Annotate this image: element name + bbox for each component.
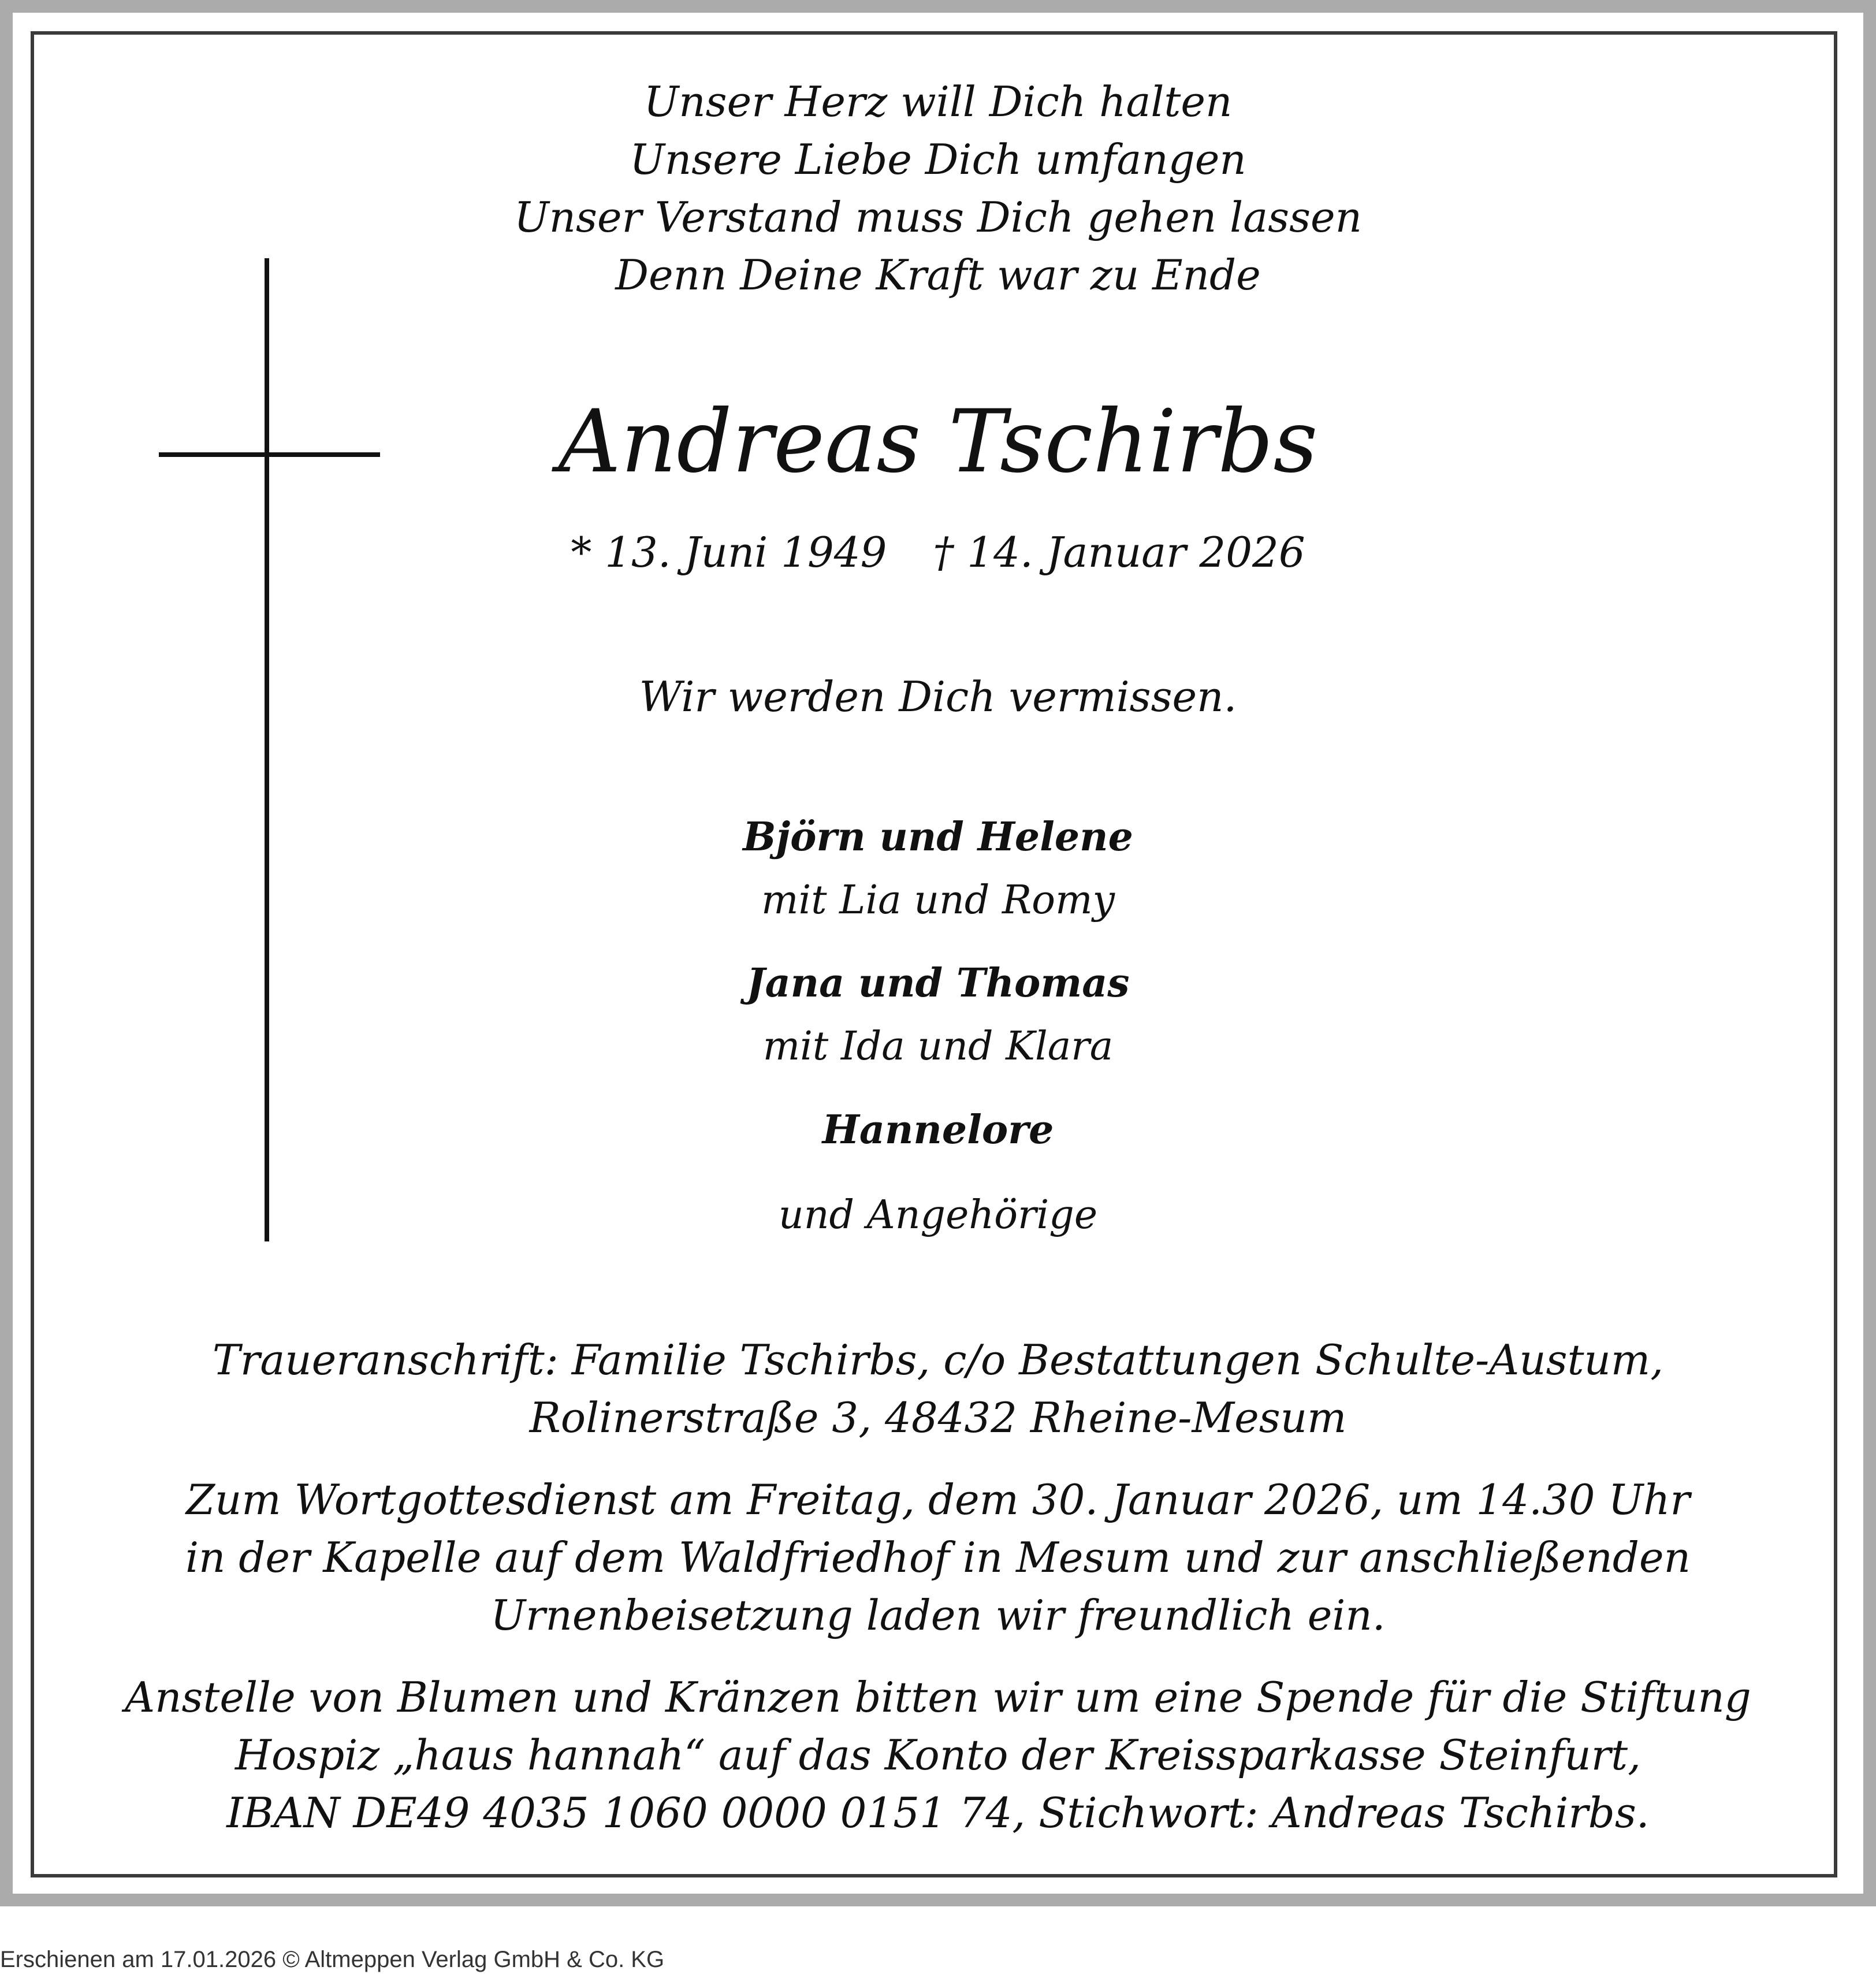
mourner-names-3: Hannelore (822, 1107, 1054, 1153)
donation-line-2: Hospiz „haus hannah“ auf das Konto der Kreissparkasse Steinfurt, (235, 1731, 1641, 1779)
service-line-1: Zum Wortgottesdienst am Freitag, dem 30. Januar 2026, um 14.30 Uhr (186, 1475, 1690, 1524)
service-line-3: Urnenbeisetzung laden wir freundlich ein. (490, 1591, 1386, 1639)
mourner-names-1: Björn und Helene (743, 814, 1133, 860)
poem-line-1: Unser Herz will Dich halten (643, 77, 1233, 126)
donation-line-3: IBAN DE49 4035 1060 0000 0151 74, Stichwort: Andreas Tschirbs. (226, 1789, 1650, 1837)
poem-line-2: Unsere Liebe Dich umfangen (630, 135, 1246, 184)
mourner-children-1: mit Lia und Romy (761, 878, 1115, 923)
death-date: † 14. Januar 2026 (933, 528, 1305, 577)
mourner-names-2: Jana und Thomas (746, 960, 1130, 1006)
poem-line-4: Denn Deine Kraft war zu Ende (615, 251, 1261, 299)
donation-line-1: Anstelle von Blumen und Kränzen bitten wir um eine Spende für die Stiftung (125, 1673, 1751, 1722)
life-dates (0, 528, 1876, 577)
mourner-children-2: mit Ida und Klara (762, 1024, 1114, 1069)
deceased-name: Andreas Tschirbs (558, 392, 1318, 492)
address-line-2: Rolinerstraße 3, 48432 Rheine-Mesum (529, 1393, 1347, 1442)
service-line-2: in der Kapelle auf dem Waldfriedhof in Mesum und zur anschließenden (185, 1533, 1691, 1582)
relatives-text: und Angehörige (778, 1192, 1098, 1238)
birth-date: * 13. Juni 1949 (571, 528, 887, 577)
poem-line-3: Unser Verstand muss Dich gehen lassen (513, 193, 1363, 241)
publication-footer: Erschienen am 17.01.2026 © Altmeppen Verlag GmbH & Co. KG (0, 1947, 665, 1972)
farewell-text: Wir werden Dich vermissen. (639, 672, 1237, 721)
address-line-1: Traueranschrift: Familie Tschirbs, c/o Bestattungen Schulte-Austum, (212, 1336, 1664, 1384)
